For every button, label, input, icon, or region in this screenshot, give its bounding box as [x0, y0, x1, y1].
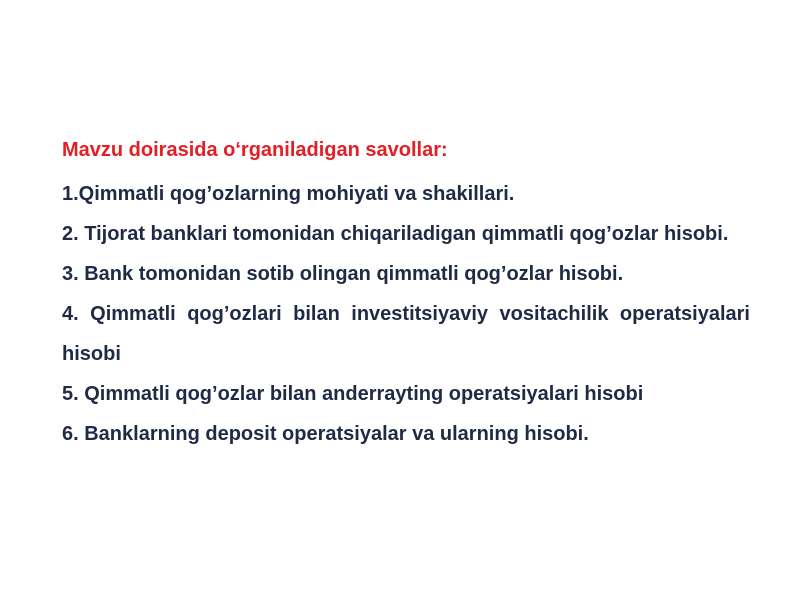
- question-item-2: 2. Tijorat banklari tomonidan chiqariladigan qimmatli qog’ozlar hisobi.: [62, 223, 729, 245]
- question-item-5: 5. Qimmatli qog’ozlar bilan anderrayting operatsiyalari hisobi: [62, 383, 644, 405]
- questions-block: [62, 134, 750, 454]
- question-item-1: 1.Qimmatli qog’ozlarning mohiyati va shakillari.: [62, 183, 515, 205]
- topic-questions-heading: Mavzu doirasida o‘rganiladigan savollar:: [62, 139, 448, 161]
- question-item-4: 4. Qimmatli qog’ozlari bilan investitsiyaviy vositachilik operatsiyalari hisobi: [62, 303, 750, 365]
- question-item-6: 6. Banklarning deposit operatsiyalar va ularning hisobi.: [62, 423, 589, 445]
- question-item-3: 3. Bank tomonidan sotib olingan qimmatli qog’ozlar hisobi.: [62, 263, 624, 285]
